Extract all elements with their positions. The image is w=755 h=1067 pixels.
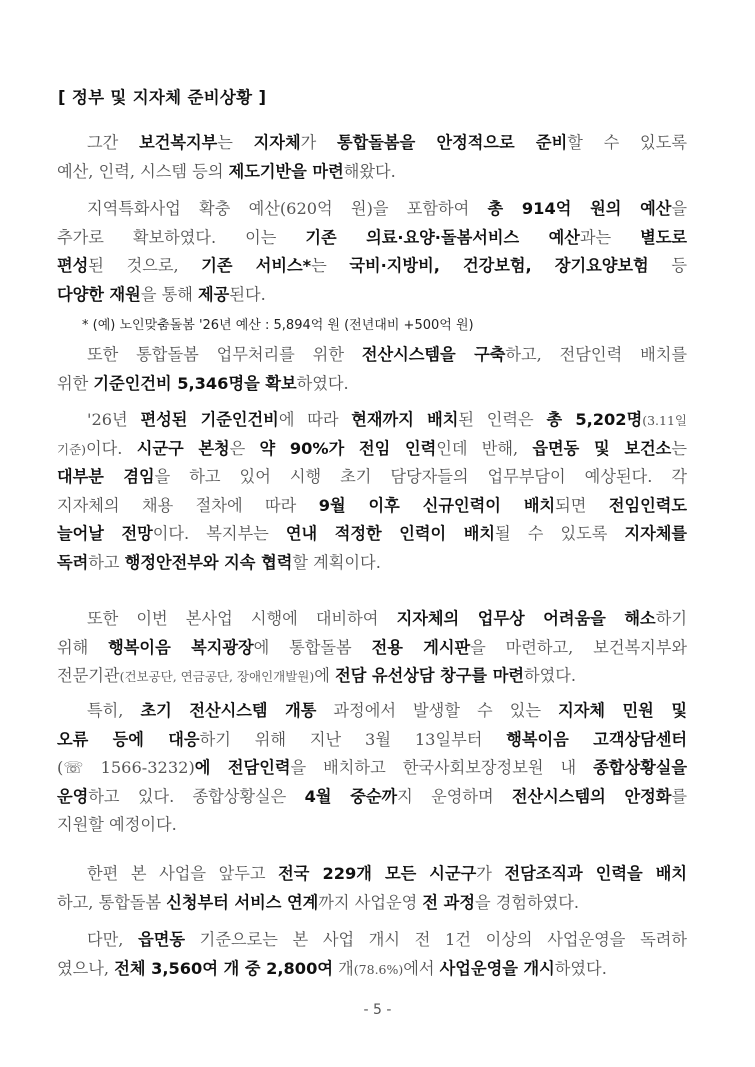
small-text: (3.11일 [642,413,688,428]
emphasis-text: 통합돌봄을 안정적으로 준비 [337,133,568,152]
text-line: (☏ 1566-3232)에 전담인력을 배치하고 한국사회보장정보원 내 종합상황실을 [57,758,687,777]
paragraph-personnel-status [57,406,687,577]
footnote: * (예) 노인맞춤돌봄 '26년 예산 : 5,894억 원 (전년대비 +500억 원) [82,318,474,333]
text-line: 지역특화사업 확충 예산(620억 원)을 포함하여 총 914억 원의 예산을 [87,199,687,218]
paragraph-sigungu-preparation [57,860,687,917]
emphasis-text: 전담조직과 인력을 배치 [504,864,687,883]
emphasis-text: 보건복지부 [139,133,218,152]
text-line: 예산, 인력, 시스템 등의 제도기반을 마련해왔다. [57,161,396,181]
emphasis-text: 기준인건비 5,346명을 확보 [93,373,297,393]
emphasis-text: 9월 이후 신규인력이 배치 [318,495,556,515]
emphasis-text: 제공 [198,284,230,304]
text-line: 지원할 예정이다. [57,815,177,834]
emphasis-text: 종합상황실을 [593,758,687,777]
emphasis-text: 운영 [57,786,89,806]
emphasis-text: 늘어날 전망 [57,524,153,543]
emphasis-text: 시군구 본청 [136,438,230,458]
text-line: 지자체의 채용 절차에 따라 9월 이후 신규인력이 배치되면 전임인력도 [57,495,687,515]
text-line: 였으나, 전체 3,560여 개 중 2,800여 개(78.6%)에서 사업운영을 개시하였다. [57,958,607,978]
emphasis-text: 전임인력도 [608,495,687,515]
text-line: 독려하고 행정안전부와 지속 협력할 계획이다. [57,552,381,572]
emphasis-text: 제도기반을 마련 [228,161,344,181]
emphasis-text: 지자체의 업무상 어려움을 해소 [396,609,656,628]
text-line: 특히, 초기 전산시스템 개통 과정에서 발생할 수 있는 지자체 민원 및 [87,701,687,720]
text-line: 위해 행복이음 복지광장에 통합돌봄 전용 게시판을 마련하고, 보건복지부와 [57,637,688,657]
emphasis-text: 4월 중순까 [304,786,398,806]
small-text: (건보공단, 연금공단, 장애인개발원) [119,669,315,684]
emphasis-text: 기존 의료·요양·돌봄서비스 예산 [305,227,580,247]
text-line: 다만, 읍면동 기준으로는 본 사업 개시 전 1건 이상의 사업운영을 독려하 [87,930,687,949]
emphasis-text: 총 914억 원의 예산 [487,199,672,218]
emphasis-text: 전체 3,560여 개 중 2,800여 [114,958,333,978]
text-line: 또한 이번 본사업 시행에 대비하여 지자체의 업무상 어려움을 해소하기 [87,609,687,628]
paragraph-system-personnel [57,341,687,398]
text-line: 다양한 재원을 통해 제공된다. [57,284,266,304]
emphasis-text: 전국 229개 모든 시군구 [278,864,477,883]
emphasis-text: 지자체 [253,133,301,152]
emphasis-text: 신청부터 서비스 연계 [166,892,319,912]
emphasis-text: 현재까지 배치 [351,410,459,429]
text-line: 그간 보건복지부는 지자체가 통합돌봄을 안정적으로 준비할 수 있도록 [87,133,687,152]
emphasis-text: 지자체를 [624,524,687,543]
page-number: - 5 - [363,1002,392,1018]
text-line: '26년 편성된 기준인건비에 따라 현재까지 배치된 인력은 총 5,202명(3.11일 [87,410,688,429]
emphasis-text: 전산시스템을 구축 [361,345,506,364]
emphasis-text: 에 전담인력 [194,758,291,777]
text-line: 기준)이다. 시군구 본청은 약 90%가 전임 인력인데 반해, 읍면동 및 보건소는 [57,438,687,458]
emphasis-text: 오류 등에 대응 [57,729,200,749]
text-line: 추가로 확보하였다. 이는 기존 의료·요양·돌봄서비스 예산과는 별도로 [57,227,687,247]
text-line: 편성된 것으로, 기존 서비스*는 국비·지방비, 건강보험, 장기요양보험 등 [57,256,687,275]
emphasis-text: 연내 적정한 인력이 배치 [285,524,495,543]
section-title: [ 정부 및 지자체 준비상황 ] [58,88,267,107]
small-text: 기준) [57,441,87,457]
emphasis-text: 전용 게시판 [371,637,471,657]
emphasis-text: 지자체 민원 및 [558,701,687,720]
emphasis-text: 편성 [57,256,89,275]
emphasis-text: 행복이음 고객상담센터 [506,729,688,749]
text-line: 전문기관(건보공단, 연금공단, 장애인개발원)에 전담 유선상담 창구를 마련하였다. [57,666,577,685]
emphasis-text: 읍면동 및 보건소 [532,438,672,458]
emphasis-text: 전 과정 [422,892,475,912]
emphasis-text: 사업운영을 개시 [439,958,555,978]
emphasis-text: 별도로 [640,227,687,247]
paragraph-budget-infrastructure [57,129,687,186]
emphasis-text: 약 90%가 전임 인력 [259,438,437,458]
emphasis-text: 읍면동 [138,930,186,949]
emphasis-text: 기존 서비스* [201,256,312,275]
text-line: 운영하고 있다. 종합상황실은 4월 중순까지 운영하며 전산시스템의 안정화를 [57,786,688,806]
emphasis-text: 행복이음 복지광장 [108,637,254,657]
text-line: 한편 본 사업을 앞두고 전국 229개 모든 시군구가 전담조직과 인력을 배치 [87,864,687,883]
paragraph-budget-914 [57,195,687,309]
text-line: 하고, 통합돌봄 신청부터 서비스 연계까지 사업운영 전 과정을 경험하였다. [57,892,580,912]
emphasis-text: 전산시스템의 안정화 [511,786,672,806]
emphasis-text: 총 5,202명 [546,410,643,429]
emphasis-text: 전담 유선상담 창구를 마련 [335,666,524,685]
emphasis-text: 대부분 겸임 [57,467,155,486]
emphasis-text: 편성된 기준인건비 [140,410,279,429]
text-line: 대부분 겸임을 하고 있어 시행 초기 담당자들의 업무부담이 예상된다. 각 [57,467,687,486]
text-line: 위한 기준인건비 5,346명을 확보하였다. [57,373,349,393]
text-line: 또한 통합돌봄 업무처리를 위한 전산시스템을 구축하고, 전담인력 배치를 [87,345,688,364]
text-line: 늘어날 전망이다. 복지부는 연내 적정한 인력이 배치될 수 있도록 지자체를 [57,524,687,543]
paragraph-support-board [57,605,687,691]
paragraph-call-center [57,697,687,840]
emphasis-text: 초기 전산시스템 개통 [140,701,317,720]
emphasis-text: 다양한 재원 [57,284,141,304]
text-line: 오류 등에 대응하기 위해 지난 3월 13일부터 행복이음 고객상담센터 [57,729,688,749]
emphasis-text: 국비·지방비, 건강보험, 장기요양보험 [349,256,649,275]
emphasis-text: 행정안전부와 지속 협력 [124,552,293,572]
small-text: (78.6%) [353,961,404,977]
paragraph-eupmyeondong-status [57,926,687,983]
emphasis-text: 독려 [57,552,89,572]
